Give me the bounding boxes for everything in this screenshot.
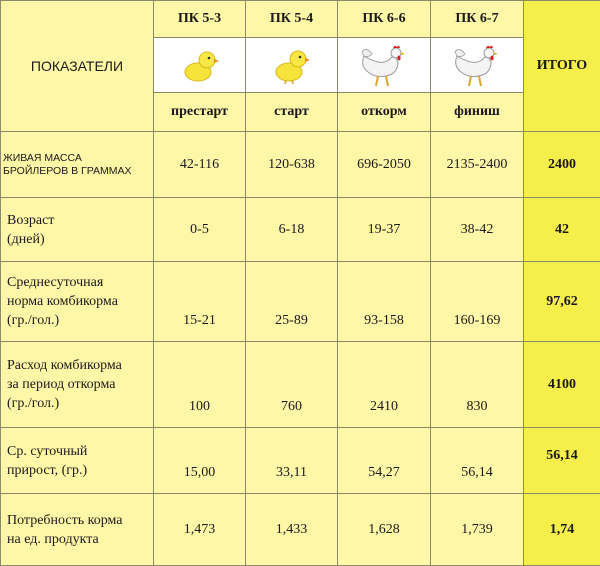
column-code-pk54: ПК 5-4 [246, 1, 338, 38]
total-cell: 56,14 [524, 428, 600, 494]
table-cell: 2135-2400 [431, 132, 524, 198]
table-cell: 0-5 [154, 198, 246, 262]
table-row [1, 342, 600, 428]
table-row [1, 132, 600, 198]
table-cell: 38-42 [431, 198, 524, 262]
table-cell: 54,27 [338, 428, 431, 494]
table-cell: 15,00 [154, 428, 246, 494]
table-cell: 6-18 [246, 198, 338, 262]
table-cell: 19-37 [338, 198, 431, 262]
rooster-image-cell [338, 38, 431, 93]
chick-icon [272, 46, 312, 84]
rooster-icon [358, 42, 410, 88]
table-cell: 760 [246, 342, 338, 428]
rooster-icon [451, 42, 503, 88]
column-code-pk67: ПК 6-7 [431, 1, 524, 38]
row-label: Потребность корма на ед. продукта [1, 494, 154, 566]
table-cell: 93-158 [338, 262, 431, 342]
row-label: Ср. суточный прирост, (гр.) [1, 428, 154, 494]
total-cell: 97,62 [524, 262, 600, 342]
table-cell: 1,628 [338, 494, 431, 566]
chick-icon [180, 46, 220, 84]
phase-finish: финиш [431, 93, 524, 132]
table-cell: 1,433 [246, 494, 338, 566]
table-cell: 42-116 [154, 132, 246, 198]
table-cell: 1,739 [431, 494, 524, 566]
table-cell: 15-21 [154, 262, 246, 342]
indicators-header: ПОКАЗАТЕЛИ [1, 1, 154, 132]
total-header: ИТОГО [524, 1, 600, 132]
column-code-pk53: ПК 5-3 [154, 1, 246, 38]
total-cell: 2400 [524, 132, 600, 198]
row-label: Среднесуточная норма комбикорма (гр./гол.) [1, 262, 154, 342]
phase-fattening: откорм [338, 93, 431, 132]
table-row [1, 494, 600, 566]
table-cell: 830 [431, 342, 524, 428]
total-cell: 4100 [524, 342, 600, 428]
phase-prestart: престарт [154, 93, 246, 132]
table-cell: 100 [154, 342, 246, 428]
table-cell: 160-169 [431, 262, 524, 342]
phase-start: старт [246, 93, 338, 132]
row-label: Расход комбикорма за период откорма (гр./гол.) [1, 342, 154, 428]
chick-image-cell [154, 38, 246, 93]
table-cell: 56,14 [431, 428, 524, 494]
total-cell: 1,74 [524, 494, 600, 566]
table-cell: 2410 [338, 342, 431, 428]
chick-image-cell [246, 38, 338, 93]
rooster-image-cell [431, 38, 524, 93]
table-row [1, 428, 600, 494]
table-cell: 33,11 [246, 428, 338, 494]
row-label: ЖИВАЯ МАССА БРОЙЛЕРОВ В ГРАММАХ [1, 132, 154, 198]
table-cell: 120-638 [246, 132, 338, 198]
column-code-pk66: ПК 6-6 [338, 1, 431, 38]
table-cell: 1,473 [154, 494, 246, 566]
table-cell: 696-2050 [338, 132, 431, 198]
total-cell: 42 [524, 198, 600, 262]
table-row [1, 262, 600, 342]
table-cell: 25-89 [246, 262, 338, 342]
row-label: Возраст (дней) [1, 198, 154, 262]
table-row [1, 198, 600, 262]
